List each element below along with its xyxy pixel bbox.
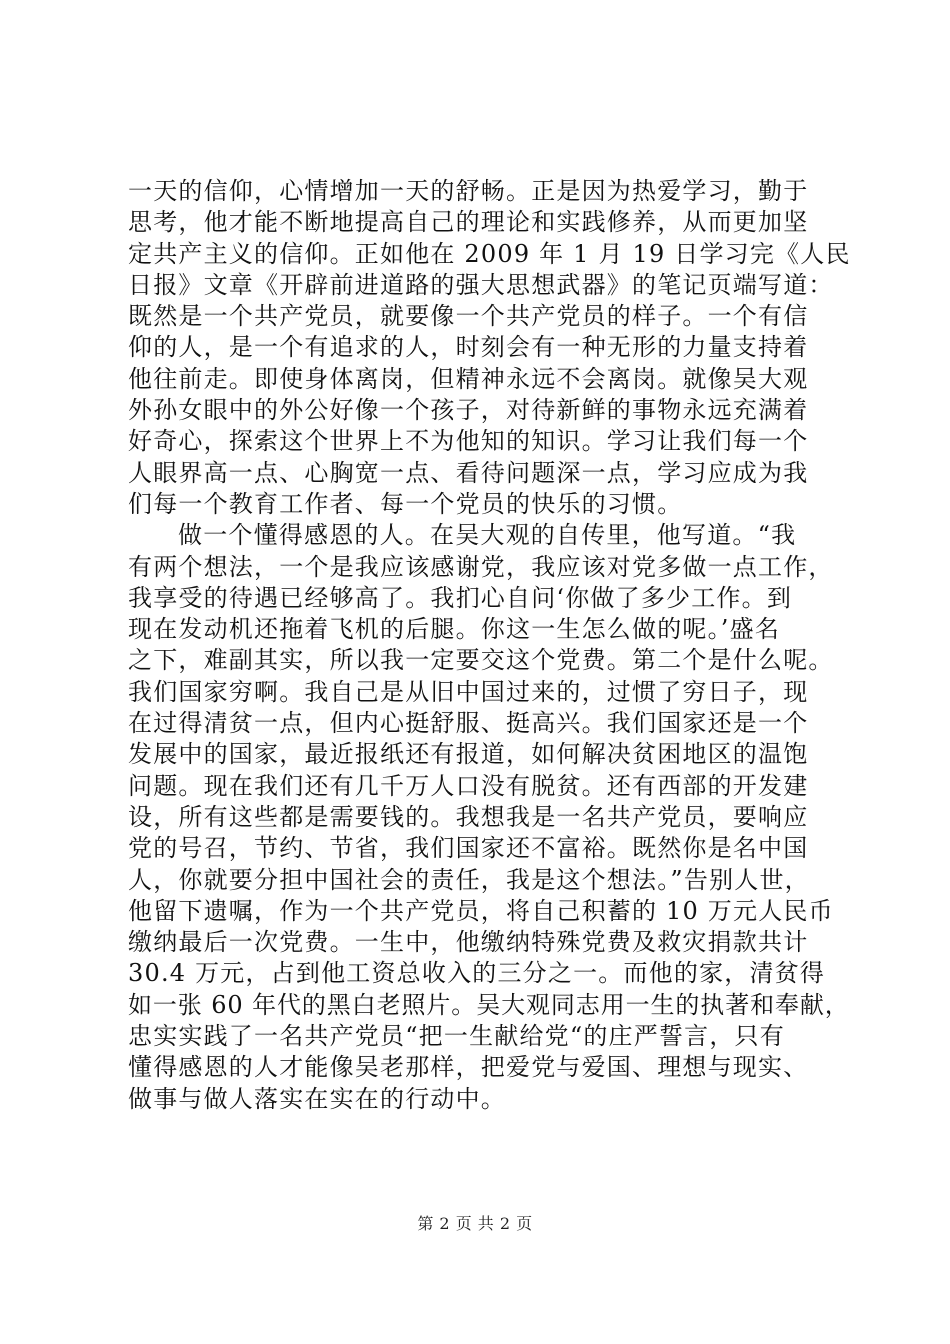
page-footer xyxy=(0,1214,950,1234)
page-number-label: 第 2 页 共 2 页 xyxy=(417,1214,533,1233)
text-line: 定共产主义的信仰。正如他在 2009 年 1 月 19 日学习完《人民 xyxy=(128,239,851,268)
document-body xyxy=(128,176,858,1115)
text-line: 做事与做人落实在实在的行动中。 xyxy=(128,1084,506,1113)
text-line: 问题。现在我们还有几千万人口没有脱贫。还有西部的开发建 xyxy=(128,771,809,800)
text-line: 之下，难副其实，所以我一定要交这个党费。第二个是什么呢。 xyxy=(128,646,834,675)
text-line: 设，所有这些都是需要钱的。我想我是一名共产党员，要响应 xyxy=(128,802,809,831)
text-line: 在过得清贫一点，但内心挺舒服、挺高兴。我们国家还是一个 xyxy=(128,709,809,738)
text-line: 仰的人，是一个有追求的人，时刻会有一种无形的力量支持着 xyxy=(128,333,809,362)
text-line: 日报》文章《开辟前进道路的强大思想武器》的笔记页端写道： xyxy=(128,270,834,299)
text-line: 有两个想法，一个是我应该感谢党，我应该对党多做一点工作， xyxy=(128,552,834,581)
text-line: 缴纳最后一次党费。一生中，他缴纳特殊党费及救灾捐款共计 xyxy=(128,928,809,957)
text-line: 发展中的国家，最近报纸还有报道，如何解决贫困地区的温饱 xyxy=(128,740,809,769)
text-line: 现在发动机还拖着飞机的后腿。你这一生怎么做的呢。’盛名 xyxy=(128,615,781,644)
text-line: 他往前走。即使身体离岗，但精神永远不会离岗。就像吴大观 xyxy=(128,364,809,393)
text-line: 30.4 万元，占到他工资总收入的三分之一。而他的家，清贫得 xyxy=(128,959,826,988)
text-line: 我享受的待遇已经够高了。我扪心自问‘你做了多少工作。到 xyxy=(128,583,793,612)
text-line: 懂得感恩的人才能像吴老那样，把爱党与爱国、理想与现实、 xyxy=(128,1053,809,1082)
paragraph-start-line: 做一个懂得感恩的人。在吴大观的自传里，他写道。“我 xyxy=(178,521,797,550)
text-line: 外孙女眼中的外公好像一个孩子，对待新鲜的事物永远充满着 xyxy=(128,396,809,425)
text-line: 们每一个教育工作者、每一个党员的快乐的习惯。 xyxy=(128,489,683,518)
text-line: 既然是一个共产党员，就要像一个共产党员的样子。一个有信 xyxy=(128,302,809,331)
text-line: 他留下遗嘱，作为一个共产党员，将自己积蓄的 10 万元人民币 xyxy=(128,896,834,925)
text-line: 我们国家穷啊。我自己是从旧中国过来的，过惯了穷日子，现 xyxy=(128,677,809,706)
text-line: 思考，他才能不断地提高自己的理论和实践修养，从而更加坚 xyxy=(128,208,809,237)
text-line: 人，你就要分担中国社会的责任，我是这个想法。”告别人世， xyxy=(128,865,810,894)
text-line: 好奇心，探索这个世界上不为他知的知识。学习让我们每一个 xyxy=(128,427,809,456)
text-line: 党的号召，节约、节省，我们国家还不富裕。既然你是名中国 xyxy=(128,834,809,863)
text-line: 如一张 60 年代的黑白老照片。吴大观同志用一生的执著和奉献， xyxy=(128,990,850,1019)
text-line: 忠实实践了一名共产党员“把一生献给党“的庄严誓言，只有 xyxy=(128,1022,785,1051)
text-line: 人眼界高一点、心胸宽一点、看待问题深一点，学习应成为我 xyxy=(128,458,809,487)
text-line: 一天的信仰，心情增加一天的舒畅。正是因为热爱学习，勤于 xyxy=(128,177,809,205)
